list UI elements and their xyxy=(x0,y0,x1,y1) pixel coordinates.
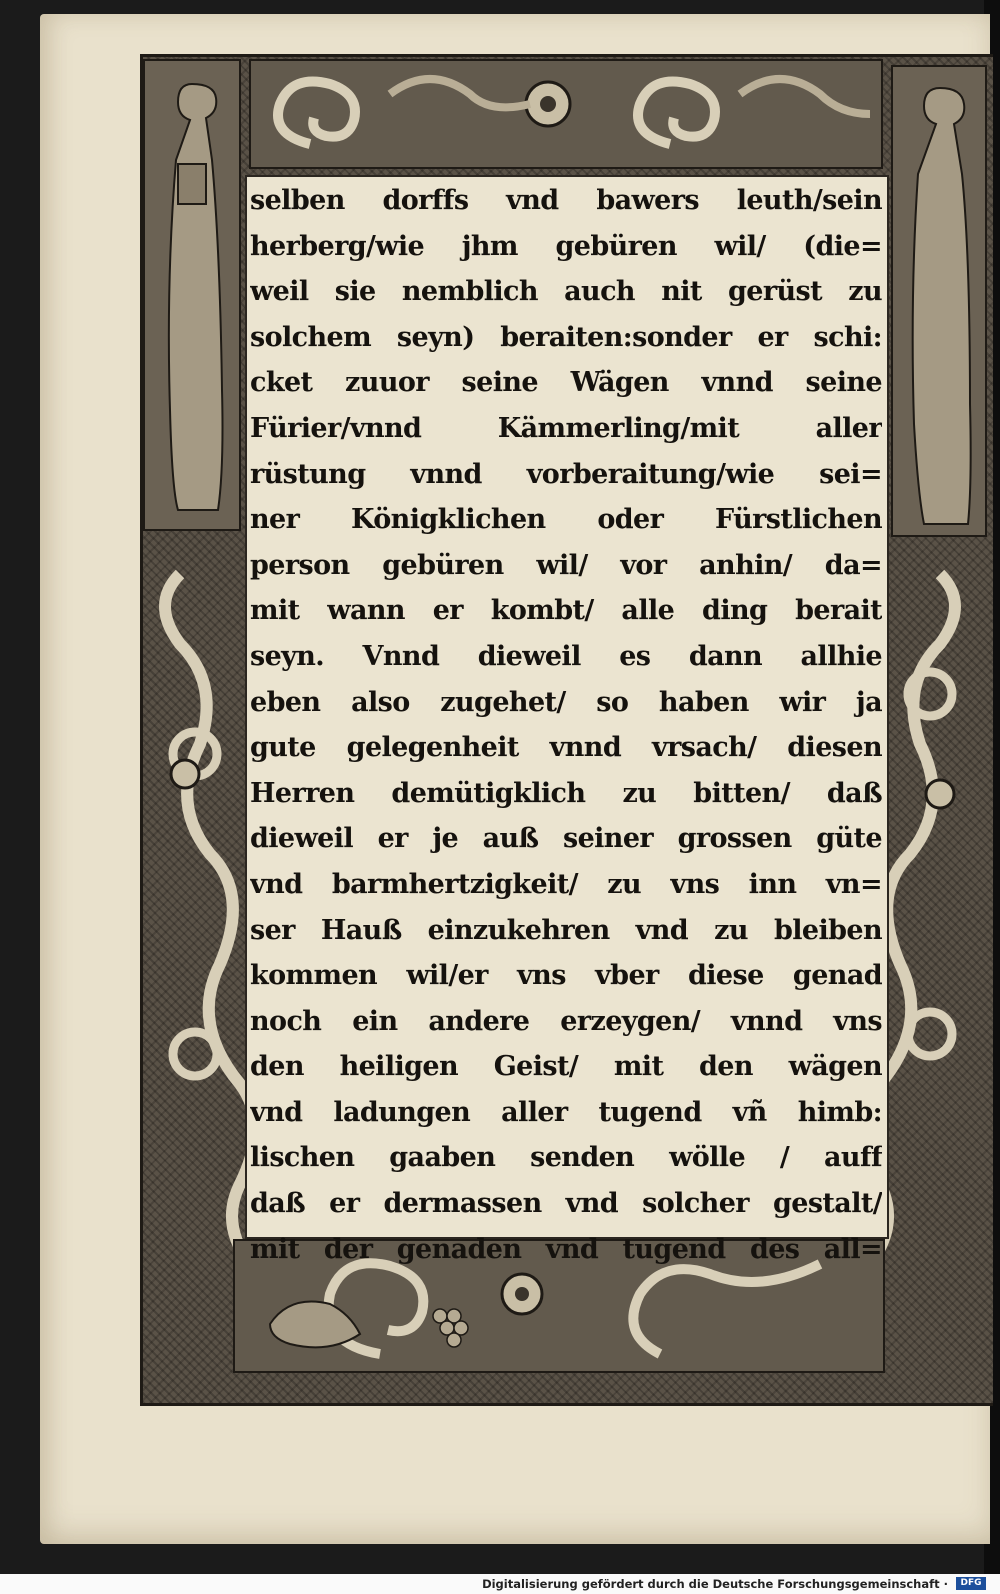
text-line: ner Königklichen oder Fürstlichen xyxy=(250,504,882,536)
text-line: weil sie nemblich auch nit gerüst zu xyxy=(250,276,882,308)
text-line: den heiligen Geist/ mit den wägen xyxy=(250,1051,882,1083)
text-line: solchem seyn) beraiten:sonder er schi: xyxy=(250,321,882,353)
left-rosette xyxy=(171,760,199,788)
text-line: herberg/wie jhm gebüren wil/ (die= xyxy=(250,230,882,262)
dfg-logo[interactable]: DFG xyxy=(956,1577,986,1590)
right-rosette xyxy=(926,780,954,808)
text-line: Herren demütigklich zu bitten/ daß xyxy=(250,777,882,809)
text-line: vnd ladungen aller tugend vñ himb: xyxy=(250,1096,882,1128)
text-line: mit der genaden vnd tugend des all= xyxy=(250,1233,882,1265)
left-scroll-curl-2 xyxy=(173,1032,217,1076)
right-scroll-curl-2 xyxy=(908,1012,952,1056)
text-line: vnd barmhertzigkeit/ zu vns inn vn= xyxy=(250,868,882,900)
text-line: person gebüren wil/ vor anhin/ da= xyxy=(250,549,882,581)
text-line: noch ein andere erzeygen/ vnnd vns xyxy=(250,1005,882,1037)
text-line: selben dorffs vnd bawers leuth/sein xyxy=(250,185,882,216)
left-scroll-column xyxy=(165,574,255,1264)
text-line: eben also zugehet/ so haben wir ja xyxy=(250,686,882,718)
text-line: cket zuuor seine Wägen vnnd seine xyxy=(250,367,882,399)
page-text-block xyxy=(250,178,882,1272)
text-line: daß er dermassen vnd solcher gestalt/ xyxy=(250,1188,882,1220)
text-line: lischen gaaben senden wölle / auff xyxy=(250,1142,882,1174)
text-line: dieweil er je auß seiner grossen güte xyxy=(250,823,882,855)
text-line: rüstung vnnd vorberaitung/wie sei= xyxy=(250,458,882,490)
text-line: kommen wil/er vns vber diese genad xyxy=(250,960,882,992)
text-line: ser Hauß einzukehren vnd zu bleiben xyxy=(250,914,882,946)
left-book xyxy=(178,164,206,204)
text-line: Fürier/vnnd Kämmerling/mit aller xyxy=(250,412,882,444)
text-line: gute gelegenheit vnnd vrsach/ diesen xyxy=(250,732,882,764)
text-line: seyn. Vnnd dieweil es dann allhie xyxy=(250,640,882,672)
text-line: mit wann er kombt/ alle ding berait xyxy=(250,595,882,627)
funding-credit: Digitalisierung gefördert durch die Deutsche Forschungsgemeinschaft · xyxy=(482,1577,948,1591)
